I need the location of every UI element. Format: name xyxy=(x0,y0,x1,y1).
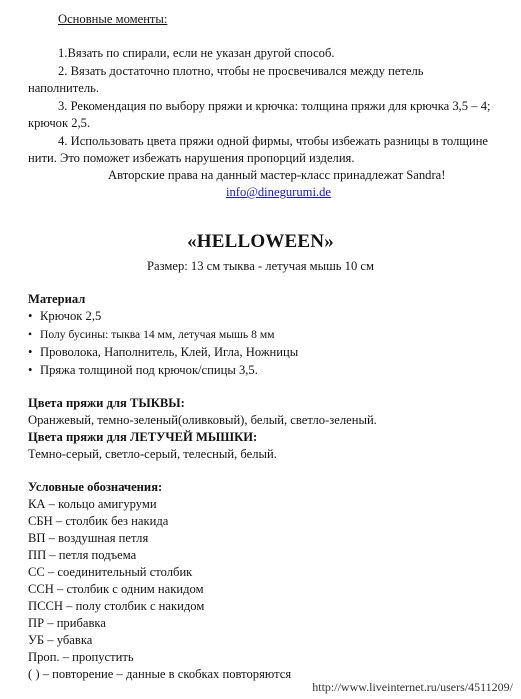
pumpkin-colors: Оранжевый, темно-зеленый(оливковый), белый, светло-зеленый. xyxy=(28,413,377,427)
legend-item: СС – соединительный столбик xyxy=(28,565,193,579)
bullet-icon: • xyxy=(28,309,33,323)
copyright-text: Авторские права на данный мастер-класс принадлежат Sandra! xyxy=(108,168,446,182)
bullet-icon: • xyxy=(28,328,33,341)
legend-item: ПССН – полу столбик с накидом xyxy=(28,599,205,613)
legend-heading: Условные обозначения: xyxy=(28,480,163,494)
legend-item: ПР – прибавка xyxy=(28,616,106,630)
legend-item: Проп. – пропустить xyxy=(28,650,134,664)
materials-item xyxy=(28,363,258,378)
size-line: Размер: 13 см тыква - летучая мышь 10 см xyxy=(147,259,374,273)
legend-item: ( ) – повторение – данные в скобках повторяются xyxy=(28,667,292,681)
legend-item: ССН – столбик с одним накидом xyxy=(28,582,204,596)
pumpkin-heading: Цвета пряжи для ТЫКВЫ: xyxy=(28,396,185,410)
materials-item-text: Пряжа толщиной под крючок/спицы 3,5. xyxy=(40,363,258,377)
intro-item: 2. Вязать достаточно плотно, чтобы не просвечивался между петель xyxy=(58,64,424,78)
watermark-url: http://www.liveinternet.ru/users/4511209/ xyxy=(312,680,513,694)
intro-item: 3. Рекомендация по выбору пряжи и крючка: толщина пряжи для крючка 3,5 – 4; xyxy=(58,99,491,113)
intro-item: 1.Вязать по спирали, если не указан другой способ. xyxy=(58,46,335,60)
bullet-icon: • xyxy=(28,345,33,359)
legend-item: ПП – петля подъема xyxy=(28,548,137,562)
intro-heading: Основные моменты: xyxy=(58,12,168,26)
legend-item: КА – кольцо амигуруми xyxy=(28,497,157,511)
email-link[interactable]: info@dinegurumi.de xyxy=(226,185,331,199)
materials-item xyxy=(28,327,275,342)
bat-heading: Цвета пряжи для ЛЕТУЧЕЙ МЫШКИ: xyxy=(28,430,258,444)
legend-item: УБ – убавка xyxy=(28,633,93,647)
intro-item: 4. Использовать цвета пряжи одной фирмы, чтобы избежать разницы в толщине xyxy=(58,134,489,148)
intro-item: нити. Это поможет избежать нарушения пропорций изделия. xyxy=(28,151,355,165)
materials-item-text: Полу бусины: тыква 14 мм, летучая мышь 8 мм xyxy=(40,328,275,341)
materials-heading: Материал xyxy=(28,292,86,306)
materials-item xyxy=(28,345,298,360)
legend-item: ВП – воздушная петля xyxy=(28,531,149,545)
bullet-icon: • xyxy=(28,363,33,377)
materials-item-text: Проволока, Наполнитель, Клей, Игла, Ножницы xyxy=(40,345,299,359)
intro-item: крючок 2,5. xyxy=(28,116,91,130)
materials-item-text: Крючок 2,5 xyxy=(40,309,102,323)
intro-item: наполнитель. xyxy=(28,81,100,95)
materials-item xyxy=(28,309,101,324)
legend-item: СБН – столбик без накида xyxy=(28,514,169,528)
bat-colors: Темно-серый, светло-серый, телесный, белый. xyxy=(28,447,277,461)
page-title: «HELLOWEEN» xyxy=(187,231,334,252)
